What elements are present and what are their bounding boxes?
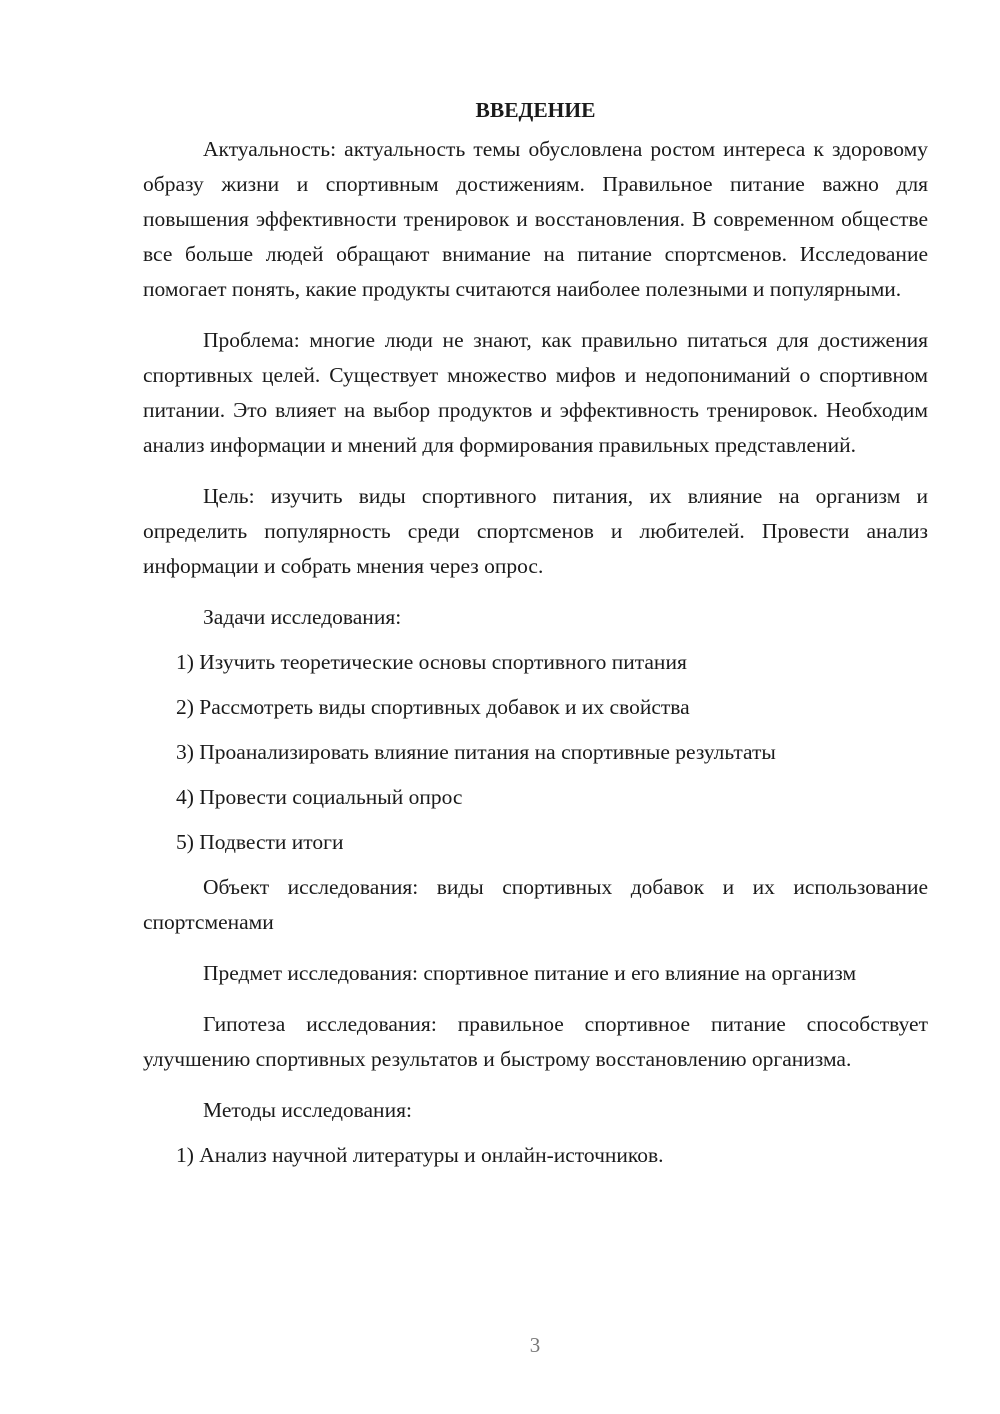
document-page [143, 92, 928, 1173]
problem-paragraph: Проблема: многие люди не знают, как правильно питаться для достижения спортивных целей. Существует множество мифов и недопониманий о спортивном питании. Это влияет на выбор продуктов и эффективность тренировок. Необходим анализ информации и мнений для формирования правильных представлений. [143, 328, 928, 457]
page-number: 3 [529, 1333, 541, 1357]
subject-paragraph: Предмет исследования: спортивное питание и его влияние на организм [203, 961, 857, 985]
list-item: 3) Проанализировать влияние питания на спортивные результаты [176, 740, 776, 764]
relevance-paragraph: Актуальность: актуальность темы обусловлена ростом интереса к здоровому образу жизни и спортивным достижениям. Правильное питание важно для повышения эффективности тренировок и восстановления. В современном обществе все больше людей обращают внимание на питание спортсменов. Исследование помогает понять, какие продукты считаются наиболее полезными и популярными. [143, 137, 928, 301]
section-heading: ВВЕДЕНИЕ [475, 98, 596, 122]
goal-paragraph: Цель: изучить виды спортивного питания, их влияние на организм и определить популярность среди спортсменов и любителей. Провести анализ информации и собрать мнения через опрос. [143, 484, 928, 578]
tasks-title: Задачи исследования: [203, 605, 402, 629]
list-item: 2) Рассмотреть виды спортивных добавок и их свойства [176, 695, 690, 719]
list-item: 1) Изучить теоретические основы спортивного питания [176, 650, 687, 674]
hypothesis-paragraph: Гипотеза исследования: правильное спортивное питание способствует улучшению спортивных результатов и быстрому восстановлению организма. [143, 1012, 928, 1071]
methods-title: Методы исследования: [203, 1098, 412, 1122]
list-item: 5) Подвести итоги [176, 830, 344, 854]
list-item: 1) Анализ научной литературы и онлайн-источников. [176, 1143, 664, 1167]
list-item: 4) Провести социальный опрос [176, 785, 463, 809]
object-paragraph: Объект исследования: виды спортивных добавок и их использование спортсменами [143, 875, 928, 934]
tasks-list [143, 645, 928, 860]
methods-list [143, 1138, 928, 1173]
